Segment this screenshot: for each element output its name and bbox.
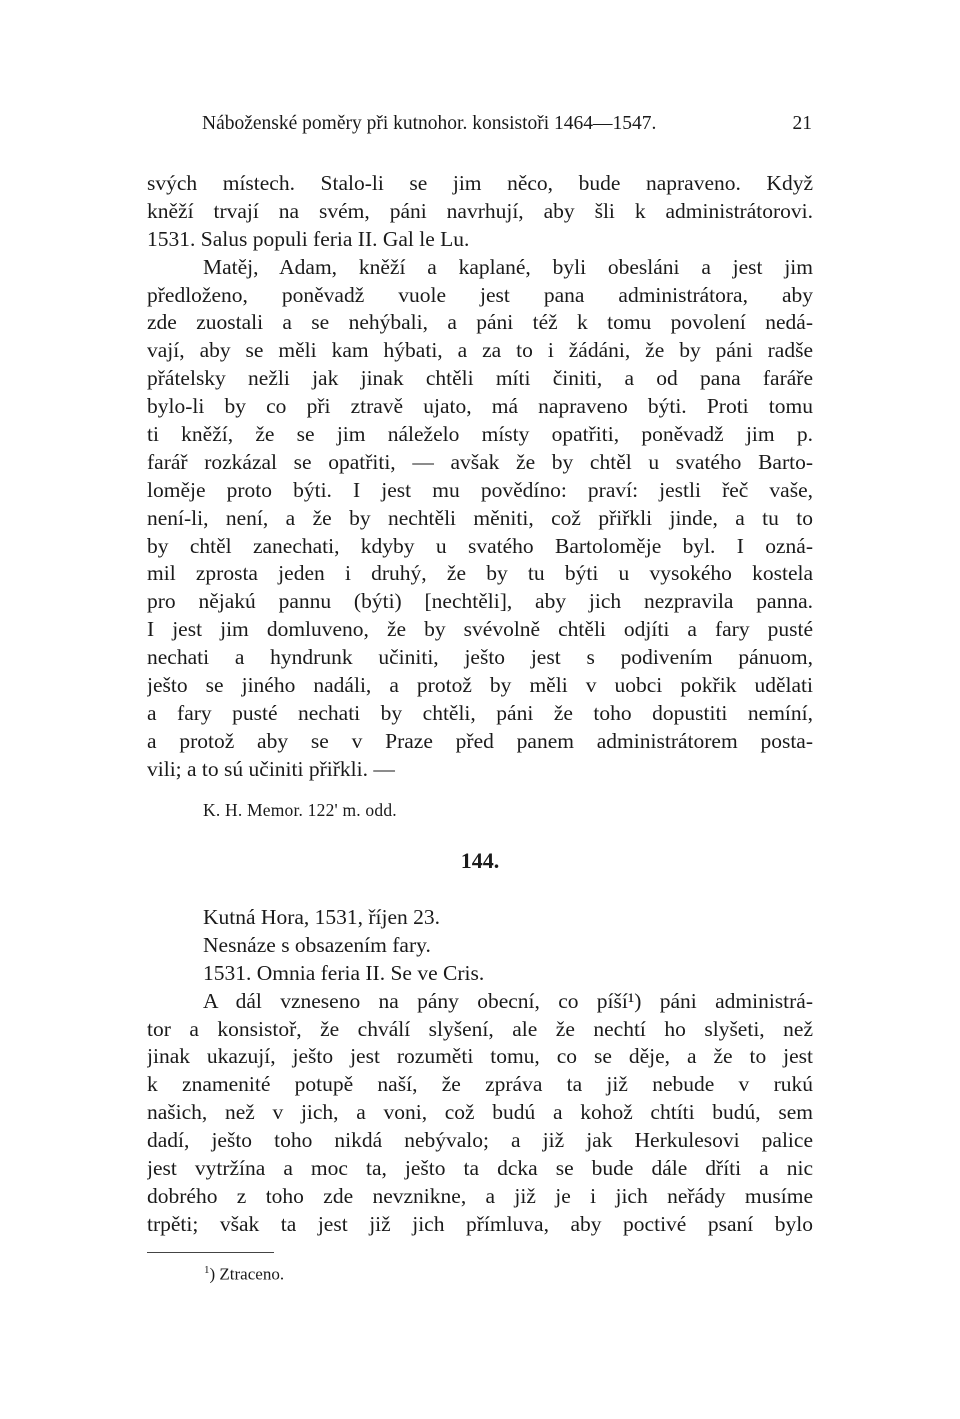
document-number: 144. [460,848,500,873]
text-line: našich, než v jich, a voni, což budú a kohož chtíti budú, sem [147,1100,813,1125]
text-line: dobrého z toho zde nevznikne, a již je i jich neřády musíme [147,1183,813,1208]
text-line: ješto se jiného nadáli, a protož by měli v uobci pokřik udělati [147,673,813,698]
text-line: kněží trvají na svém, páni navrhují, aby šli k administrátorovi. [147,198,813,223]
text-line: trpěti; však ta jest již jich přímluva, aby poctivé psaní bylo [147,1211,813,1236]
text-line: Matěj, Adam, kněží a kaplané, byli obesláni a jest jim [203,254,813,279]
text-line: vají, aby se měli kam hýbati, a za to i žádáni, že by páni radše [147,338,813,363]
text-line: pro nějakú pannu (býti) [nechtěli], aby jich nezpravila panna. [147,589,813,614]
text-line: dadí, ješto toho nikdá nebývalo; a již jak Herkulesovi palice [147,1128,813,1153]
text-line: farář rozkázal se opatřiti, — avšak že by chtěl u svatého Barto- [147,449,813,474]
text-line: předloženo, poněvadž vuole jest pana administrátora, aby [147,282,813,307]
text-line: A dál vzneseno na pány obecní, co píší¹) páni administrá- [203,988,813,1013]
text-line: by chtěl zanechati, kdyby u svatého Bartoloměje byl. I ozná- [147,533,813,558]
text-line: ti kněží, že se jim náleželo místy opatřiti, poněvadž jim p. [147,422,813,447]
footnote-text: ) Ztraceno. [209,1264,285,1284]
document-date-line: Kutná Hora, 1531, říjen 23. [203,905,441,929]
text-line: vili; a to sú učiniti přiřkli. — [147,756,395,781]
text-line: není-li, není, a že by nechtěli měniti, což přiřkli jinde, a tu to [147,505,813,530]
text-line: k znamenité potupě naší, že zpráva ta již nebude v rukú [147,1072,813,1097]
text-line: a protož aby se v Praze před panem administrátorem posta- [147,728,813,753]
archival-signature: K. H. Memor. 122' m. odd. [203,800,397,820]
text-line: 1531. Omnia feria II. Se ve Cris. [203,960,485,985]
text-line: přátelsky nežli jak jinak chtěli míti činiti, a od pana faráře [147,366,813,391]
text-line: jinak ukazují, ješto jest rozuměti tomu, co se děje, a že to jest [147,1044,813,1069]
body-text-continued [147,170,813,784]
text-line: svých místech. Stalo-li se jim něco, bude napraveno. Když [147,171,813,195]
running-header [202,113,812,143]
document-subject-line: Nesnáze s obsazením fary. [203,932,431,957]
text-line: zde zuostali a se nehýbali, a páni též k tomu povolení nedá- [147,310,813,335]
text-line: a fary pusté nechati by chtěli, páni že toho dopustiti nemíní, [147,700,813,725]
text-line: tor a konsistoř, že chválí slyšení, ale že nechtí ho slyšeti, než [147,1016,813,1041]
page-number: 21 [792,113,812,134]
text-line: loměje proto býti. I jest mu povědíno: praví: jestli řeč vaše, [147,477,813,502]
footnote-marker: 1 [204,1264,210,1276]
document-144-text [147,904,813,1239]
text-line: bylo-li by co při ztravě ujato, má napraveno býti. Proti tomu [147,394,813,419]
text-line: mil zprosta jeden i druhý, že by tu býti u vysokého kostela [147,561,813,586]
text-line: 1531. Salus populi feria II. Gal le Lu. [147,226,470,251]
running-header-title: Náboženské poměry při kutnohor. konsistoři 1464—1547. [202,113,657,134]
footnote [204,1264,284,1285]
text-line: I jest jim domluveno, že by svévolně chtěli odjíti a fary pusté [147,617,813,642]
text-line: jest vytržína a moc ta, ješto ta dcka se bude dále dříti a nic [147,1156,813,1181]
text-line: nechati a hyndrunk učiniti, ješto jest s podivením pánuom, [147,645,813,670]
footnote-divider [147,1252,274,1253]
